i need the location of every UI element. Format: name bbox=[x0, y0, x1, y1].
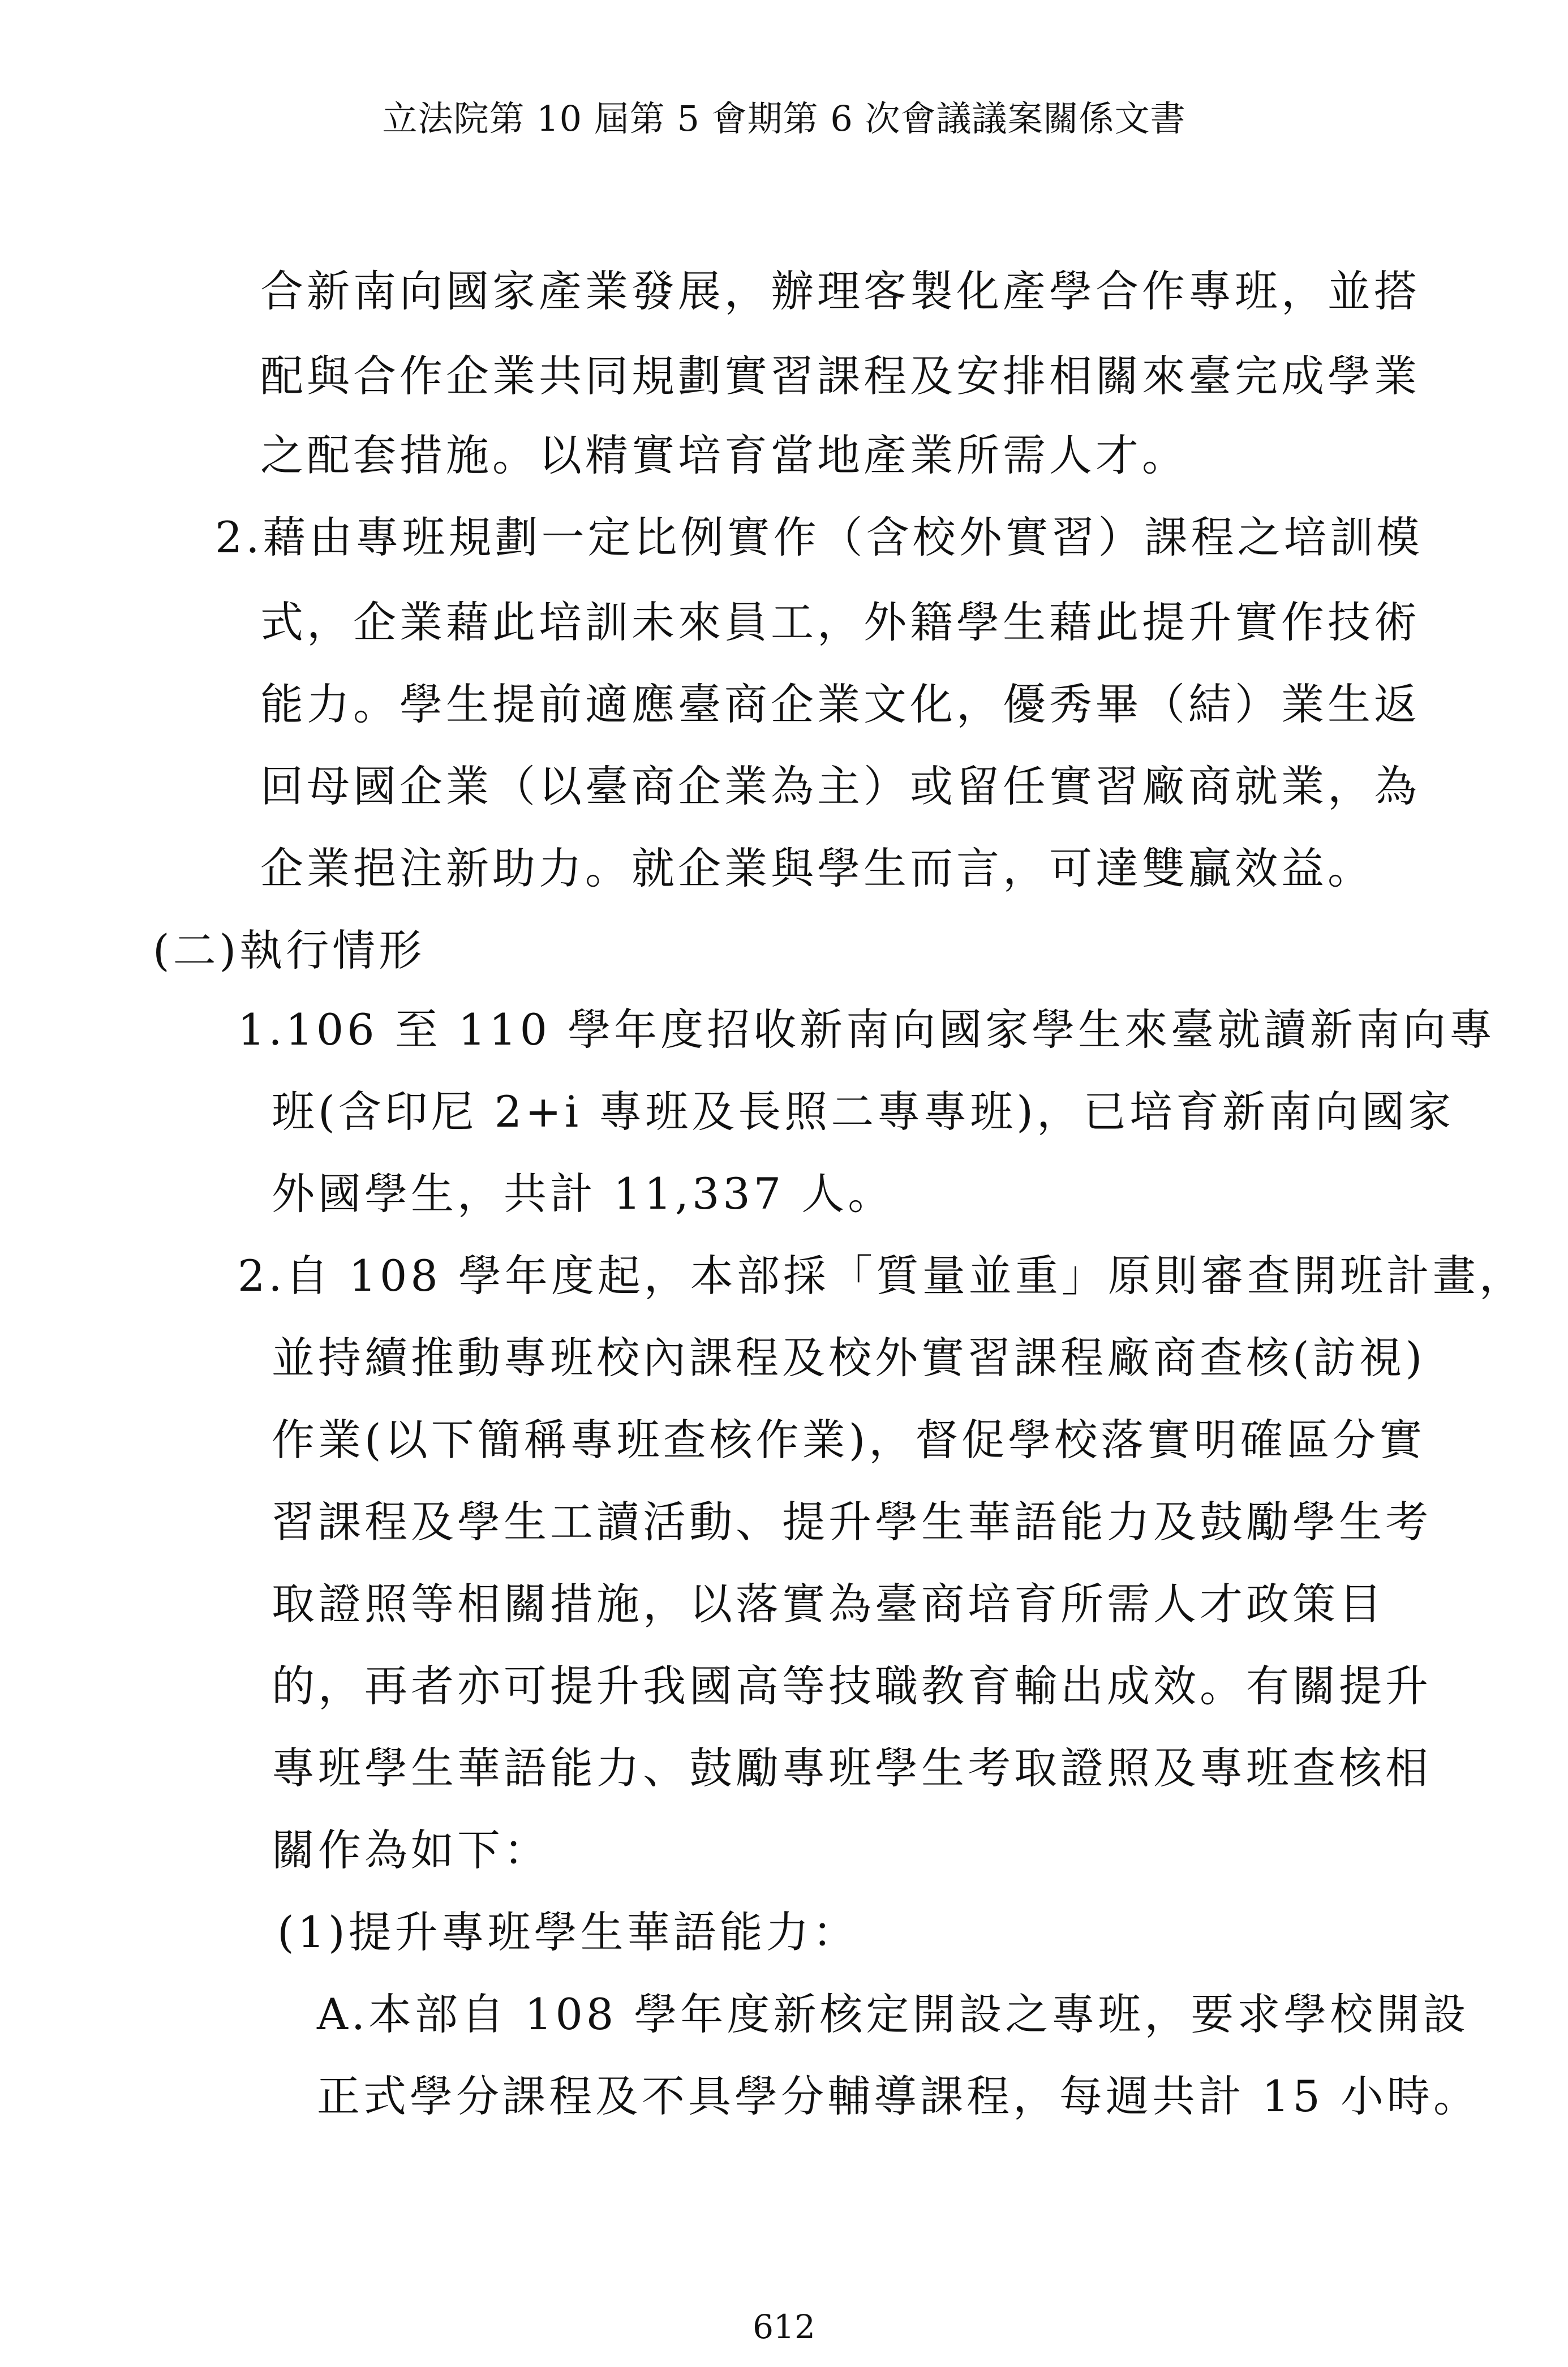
text-line-7: 回母國企業（以臺商企業為主）或留任實習廠商就業，為 bbox=[260, 761, 1420, 811]
text-line-10: 1.106 至 110 學年度招收新南向國家學生來臺就讀新南向專 bbox=[238, 1004, 1496, 1055]
text-line-20: 關作為如下： bbox=[272, 1825, 550, 1875]
document-header: 立法院第 10 屆第 5 會期第 6 次會議議案關係文書 bbox=[382, 98, 1186, 139]
text-line-15: 作業(以下簡稱專班查核作業)，督促學校落實明確區分實 bbox=[272, 1415, 1426, 1465]
text-line-23: 正式學分課程及不具學分輔導課程，每週共計 15 小時。 bbox=[317, 2071, 1480, 2121]
text-line-11: 班(含印尼 2+i 專班及長照二專專班)，已培育新南向國家 bbox=[272, 1086, 1454, 1137]
text-line-22: A.本部自 108 學年度新核定開設之專班，要求學校開設 bbox=[317, 1989, 1470, 2039]
text-line-14: 並持續推動專班校內課程及校外實習課程廠商查核(訪視) bbox=[272, 1333, 1426, 1383]
section-heading: (二)執行情形 bbox=[153, 925, 426, 976]
subsection-heading: (1)提升專班學生華語能力： bbox=[277, 1907, 859, 1957]
text-line-18: 的，再者亦可提升我國高等技職教育輸出成效。有關提升 bbox=[272, 1661, 1432, 1711]
text-line-4: 2.藉由專班規劃一定比例實作（含校外實習）課程之培訓模 bbox=[215, 512, 1423, 562]
text-line-16: 習課程及學生工讀活動、提升學生華語能力及鼓勵學生考 bbox=[272, 1497, 1432, 1547]
text-line-2: 配與合作企業共同規劃實習課程及安排相關來臺完成學業 bbox=[260, 351, 1420, 401]
text-line-17: 取證照等相關措施，以落實為臺商培育所需人才政策目 bbox=[272, 1579, 1385, 1629]
text-line-8: 企業挹注新助力。就企業與學生而言，可達雙贏效益。 bbox=[260, 843, 1374, 893]
text-line-3: 之配套措施。以精實培育當地產業所需人才。 bbox=[260, 430, 1188, 480]
text-line-1: 合新南向國家產業發展，辦理客製化產學合作專班，並搭 bbox=[260, 266, 1420, 316]
text-line-5: 式，企業藉此培訓未來員工，外籍學生藉此提升實作技術 bbox=[260, 597, 1420, 647]
text-line-6: 能力。學生提前適應臺商企業文化，優秀畢（結）業生返 bbox=[260, 679, 1420, 729]
text-line-19: 專班學生華語能力、鼓勵專班學生考取證照及專班查核相 bbox=[272, 1743, 1432, 1793]
text-line-12: 外國學生，共計 11,337 人。 bbox=[272, 1169, 895, 1219]
text-line-13: 2.自 108 學年度起，本部採「質量並重」原則審查開班計畫， bbox=[238, 1251, 1526, 1301]
page-number: 612 bbox=[753, 2308, 815, 2346]
